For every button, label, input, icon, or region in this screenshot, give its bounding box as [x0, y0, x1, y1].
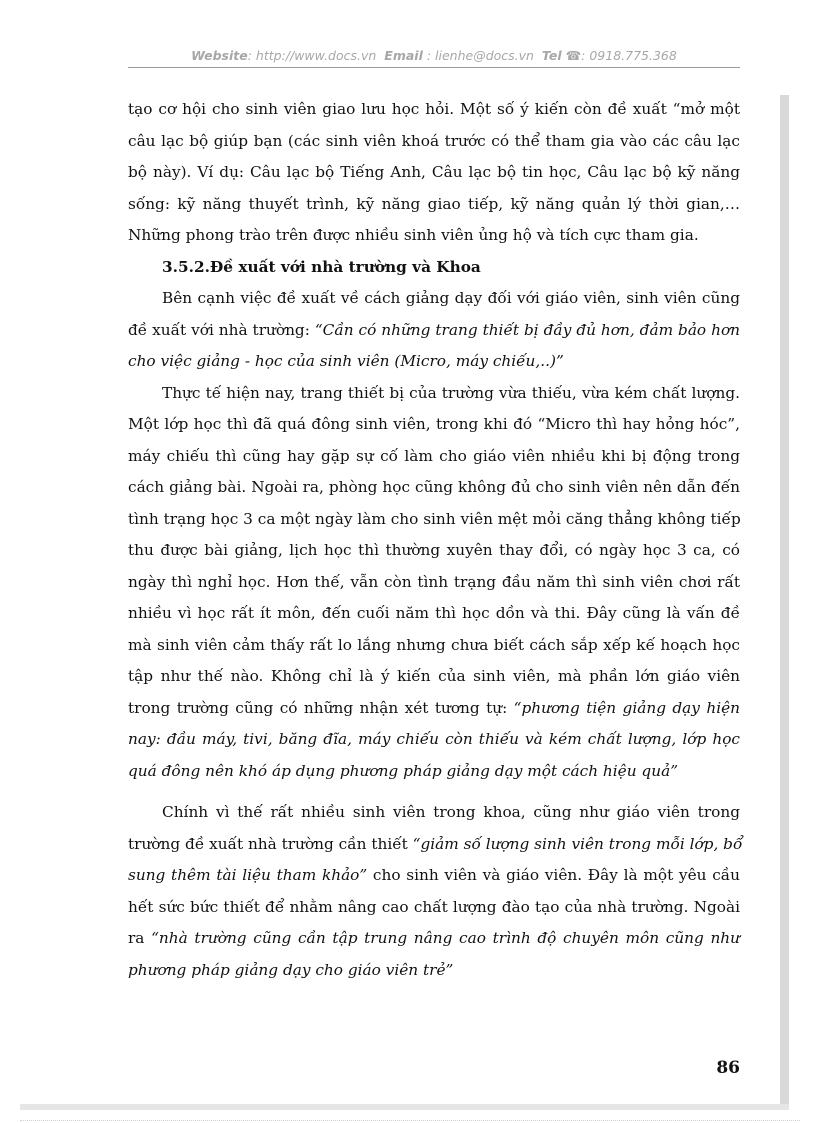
body-line: mà sinh viên cảm thấy rất lo lắng nhưng chưa biết cách sắp xếp kế hoạch học [128, 635, 740, 654]
body-line: cách giảng bài. Ngoài ra, phòng học cũng không đủ cho sinh viên nên dẫn đến [128, 478, 740, 496]
body-line: tình trạng học 3 ca một ngày làm cho sinh viên mệt mỏi căng thẳng không tiếp [128, 509, 741, 528]
body-text: cho sinh viên và giáo viên. Đây là một yêu cầu [367, 866, 740, 884]
phone-icon: ☎ [565, 48, 582, 63]
body-line: tạo cơ hội cho sinh viên giao lưu học hỏi. Một số ý kiến còn đề xuất “mở một [128, 100, 740, 118]
body-line [128, 860, 740, 892]
website-value: : http://www.docs.vn [247, 48, 377, 63]
quote-text: “Cần có những trang thiết bị đầy đủ hơn, đảm bảo hơn [314, 320, 741, 339]
body-line: bộ này). Ví dụ: Câu lạc bộ Tiếng Anh, Câu lạc bộ tin học, Câu lạc bộ kỹ năng [128, 163, 740, 181]
quote-line: nay: đầu máy, tivi, băng đĩa, máy chiếu còn thiếu và kém chất lượng, lớp học [128, 730, 740, 748]
body-line: Bên cạnh việc đề xuất về cách giảng dạy đối với giáo viên, sinh viên cũng [162, 289, 740, 307]
body-line: sống: kỹ năng thuyết trình, kỹ năng giao tiếp, kỹ năng quản lý thời gian,… [128, 194, 740, 213]
body-line: máy chiếu thì cũng hay gặp sự cố làm cho giáo viên nhiều khi bị động trong [128, 446, 740, 465]
body-line: nhiều vì học rất ít môn, đến cuối năm thì học dồn và thi. Đây cũng là vấn đề [128, 604, 740, 622]
tel-label: Tel [541, 48, 562, 63]
page-border-dotted [20, 1120, 800, 1121]
body-line: Chính vì thế rất nhiều sinh viên trong khoa, cũng như giáo viên trong [162, 803, 740, 821]
body-line: tập như thế nào. Không chỉ là ý kiến của sinh viên, mà phần lớn giáo viên [128, 667, 740, 685]
document-body [128, 94, 743, 986]
website-label: Website [191, 48, 248, 63]
page-shadow-right [780, 95, 789, 1105]
body-line [128, 829, 743, 861]
quote-text: “phương tiện giảng dạy hiện [513, 698, 740, 717]
page-header [128, 48, 740, 63]
email-value: : lienhe@docs.vn [426, 48, 534, 63]
section-heading: 3.5.2.Đề xuất với nhà trường và Khoa [162, 257, 481, 276]
quote-text: “giảm số lượng sinh viên trong mỗi lớp, bổ [412, 834, 743, 853]
body-line: Một lớp học thì đã quá đông sinh viên, trong khi đó “Micro thì hay hỏng hóc”, [128, 415, 740, 433]
header-divider [128, 67, 740, 68]
body-line [128, 693, 740, 725]
page-number: 86 [716, 1058, 740, 1078]
body-line [128, 315, 740, 347]
body-line: hết sức bức thiết để nhằm nâng cao chất lượng đào tạo của nhà trường. Ngoài [128, 897, 740, 916]
body-line: thu được bài giảng, lịch học thì thường xuyên thay đổi, có ngày học 3 ca, có [128, 541, 740, 559]
body-text: trường đề xuất nhà trường cần thiết [128, 834, 413, 853]
quote-line: quá đông nên khó áp dụng phương pháp giảng dạy một cách hiệu quả” [128, 761, 679, 780]
body-line [128, 923, 740, 955]
email-label: Email [384, 48, 423, 63]
body-text: đề xuất với nhà trường: [128, 320, 315, 339]
tel-value: : 0918.775.368 [581, 48, 677, 63]
body-line: Những phong trào trên được nhiều sinh viên ủng hộ và tích cực tham gia. [128, 226, 699, 244]
quote-line: cho việc giảng - học của sinh viên (Micro, máy chiếu,..)” [128, 352, 564, 370]
quote-text: “nhà trường cũng cần tập trung nâng cao trình độ chuyên môn cũng như [151, 929, 741, 947]
body-line: Thực tế hiện nay, trang thiết bị của trường vừa thiếu, vừa kém chất lượng. [162, 383, 740, 402]
body-text: trong trường cũng có những nhận xét tương tự: [128, 698, 514, 717]
body-text: ra [128, 929, 152, 947]
quote-line: phương pháp giảng dạy cho giáo viên trẻ” [128, 960, 454, 979]
quote-text: sung thêm tài liệu tham khảo” [128, 866, 368, 884]
page-shadow-bottom [20, 1104, 789, 1110]
body-line: ngày thì nghỉ học. Hơn thế, vẫn còn tình trạng đầu năm thì sinh viên chơi rất [128, 572, 740, 591]
body-line: câu lạc bộ giúp bạn (các sinh viên khoá trước có thể tham gia vào các câu lạc [128, 131, 740, 150]
